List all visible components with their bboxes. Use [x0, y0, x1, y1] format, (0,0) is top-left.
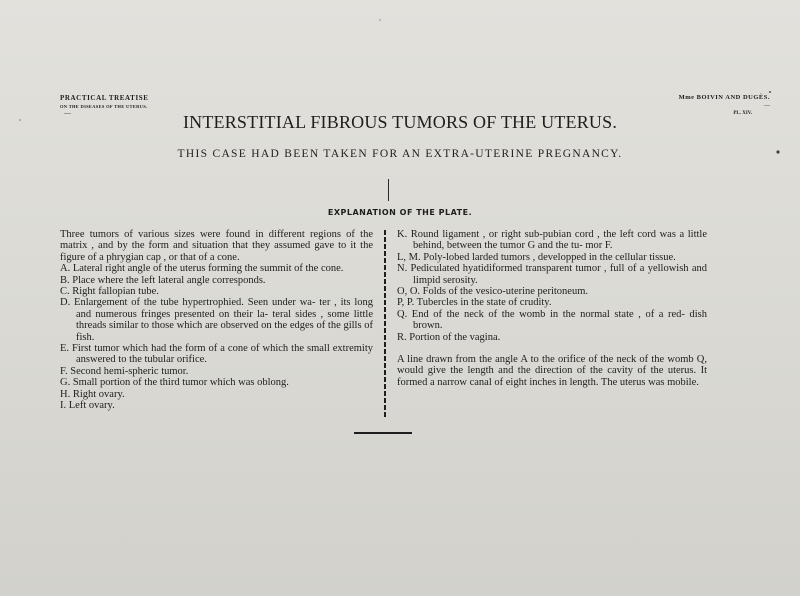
- legend-item-f: F. Second hemi-spheric tumor.: [60, 365, 189, 377]
- legend-item-d: D. Enlargement of the tube hypertrophied. Seen under wa- ter , its long and numerous fringes presented on their la- teral sides , some little threads similar to those which are observed on the edges of the gills of fish.: [60, 297, 373, 343]
- legend-item-i: I. Left ovary.: [60, 400, 115, 412]
- intro-paragraph: Three tumors of various sizes were found in different regions of the matrix , and by the form and situation that they assumed gave to it the figure of a phrygian cap , or that of a cone.: [60, 229, 373, 263]
- legend-item-q: Q. End of the neck of the womb in the normal state , of a red- dish brown.: [397, 308, 707, 332]
- closing-paragraph: A line drawn from the angle A to the orifice of the neck of the womb Q, would give the length and the direction of the cavity of the uterus. It formed a narrow canal of eight inches in length. The uterus was mobile.: [397, 354, 707, 388]
- speck: [379, 19, 380, 20]
- legend-item-a: A. Lateral right angle of the uterus forming the summit of the cone.: [60, 263, 344, 275]
- legend-item-n: N. Pediculated hyatidiformed transparent tumor , full of a yellowish and limpid serosity.: [397, 263, 707, 286]
- legend-item-k: K. Round ligament , or right sub-pubian cord , the left cord was a little behind, between the tumor G and the tu- mor F.: [397, 229, 707, 252]
- case-note: THIS CASE HAD BEEN TAKEN FOR AN EXTRA-UTERINE PREGNANCY.: [177, 148, 623, 160]
- authors: Mme BOIVIN AND DUGÈS.: [678, 94, 770, 101]
- legend-item-p: P, P. Tubercles in the state of crudity.: [397, 297, 552, 309]
- header-dash-left: —: [64, 109, 71, 117]
- legend-item-b: B. Place where the left lateral angle corresponds.: [60, 274, 266, 286]
- legend-item-c: C. Right fallopian tube.: [60, 286, 159, 298]
- legend-item-o: O, O. Folds of the vesico-uterine peritoneum.: [397, 286, 588, 298]
- legend-item-l-m: L, M. Poly-lobed larded tumors , developped in the cellular tissue.: [397, 251, 676, 263]
- speck: [776, 150, 779, 153]
- legend-item-r: R. Portion of the vagina.: [397, 331, 501, 343]
- speck: [19, 119, 21, 121]
- legend-item-e: E. First tumor which had the form of a cone of which the small extremity answered to the tubular orifice.: [60, 343, 373, 366]
- plate-number: PL. XIV.: [733, 111, 752, 116]
- series-title: PRACTICAL TREATISE: [60, 94, 149, 102]
- header-dash-right: —: [764, 103, 770, 109]
- speck: [769, 91, 771, 93]
- section-heading: EXPLANATION OF THE PLATE.: [327, 208, 473, 217]
- page-title: INTERSTITIAL FIBROUS TUMORS OF THE UTERUS.: [182, 112, 618, 132]
- series-subtitle: ON THE DISEASES OF THE UTERUS.: [60, 104, 148, 109]
- legend-item-g: G. Small portion of the third tumor which was oblong.: [60, 377, 289, 389]
- legend-item-h: H. Right ovary.: [60, 388, 125, 400]
